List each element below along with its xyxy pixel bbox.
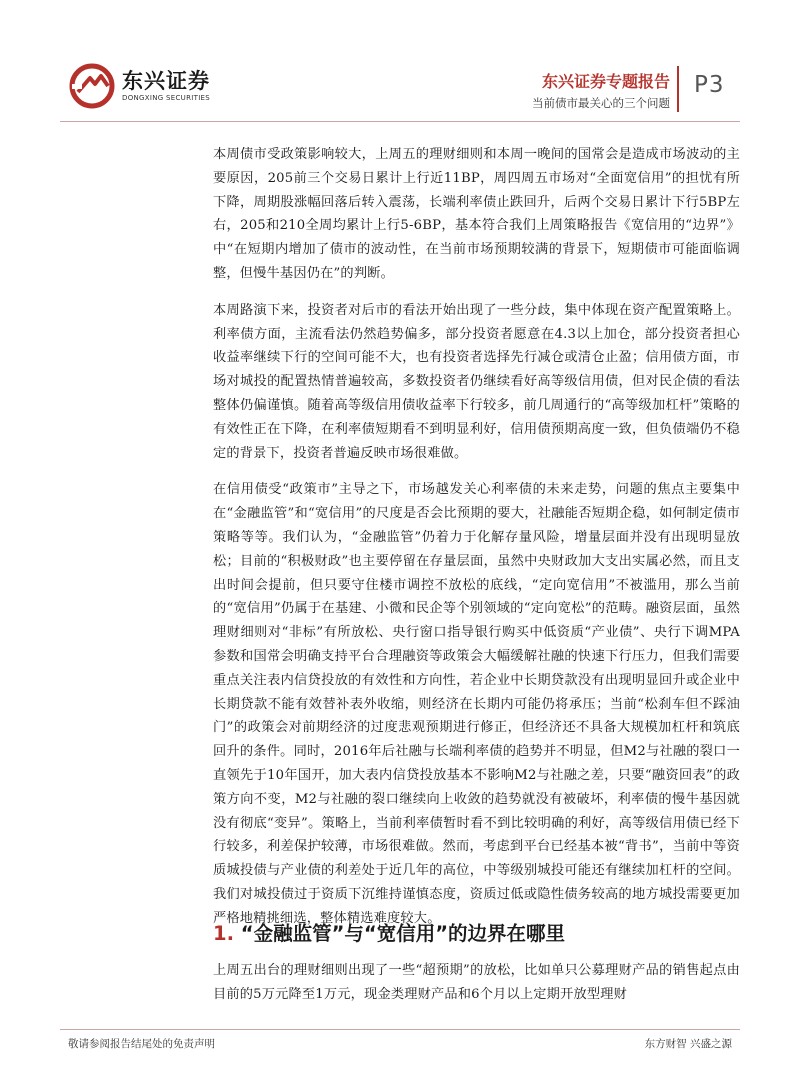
- footer-disclaimer: 敬请参阅报告结尾处的免责声明: [68, 1038, 215, 1050]
- paragraph-2: 本周路演下来，投资者对后市的看法开始出现了一些分歧，集中体现在资产配置策略上。利率债方面，主流看法仍然趋势偏多，部分投资者愿意在4.3以上加仓，部分投资者担心收益率继续下行的空间可能不大，也有投资者选择先行减仓或清仓止盈；信用债方面，市场对城投的配置热情普遍较高，多数投资者仍继续看好高等级信用债，但对民企债的看法整体仍偏谨慎。随着高等级信用债收益率下行较多，前几周通行的“高等级加杠杆”策略的有效性正在下降，在利率债短期看不到明显利好，信用债预期高度一致，但负债端仍不稳定的背景下，投资者普遍反映市场很难做。: [213, 302, 740, 461]
- footer-rule: [60, 1029, 740, 1030]
- section-body: [213, 959, 740, 1020]
- logo-english-name: DONGXING SECURITIES: [122, 94, 211, 102]
- page-number: P3: [694, 72, 725, 98]
- section-paragraph: 上周五出台的理财细则出现了一些“超预期”的放松，比如单只公募理财产品的销售起点由目前的5万元降至1万元，现金类理财产品和6个月以上定期开放型理财: [213, 963, 740, 1002]
- section-heading: [213, 918, 565, 946]
- dongxing-logo-icon: [68, 62, 116, 110]
- body-text: [213, 143, 740, 944]
- section-number: 1.: [213, 922, 234, 945]
- report-subtitle: 当前债市最关心的三个问题: [532, 96, 670, 110]
- header-rule: [60, 121, 740, 122]
- report-type: 东兴证券专题报告: [541, 72, 670, 91]
- footer-slogan: 东方财智 兴盛之源: [644, 1038, 732, 1050]
- report-header: [532, 72, 670, 112]
- company-logo: [68, 62, 210, 110]
- paragraph-3: 在信用债受“政策市”主导之下，市场越发关心利率债的未来走势，问题的焦点主要集中在“金融监管”和“宽信用”的尺度是否会比预期的要大，社融能否短期企稳，如何制定债市策略等等。我们认为，“金融监管”仍着力于化解存量风险，增量层面并没有出现明显放松；目前的“积极财政”也主要停留在存量层面，虽然中央财政加大支出实属必然，而且支出时间会提前，但只要守住楼市调控不放松的底线，“定向宽信用”不被滥用，那么当前的“宽信用”仍属于在基建、小微和民企等个别领域的“定向宽松”的范畴。融资层面，虽然理财细则对“非标”有所放松、央行窗口指导银行购买中低资质“产业债”、央行下调MPA参数和国常会明确支持平台合理融资等政策会大幅缓解社融的快速下行压力，但我们需要重点关注表内信贷投放的有效性和方向性，若企业中长期贷款没有出现明显回升或企业中长期贷款不能有效替补表外收缩，则经济在长期内可能仍将承压；当前“松刹车但不踩油门”的政策会对前期经济的过度悲观预期进行修正，但经济还不具备大规模加杠杆和筑底回升的条件。同时，2016年后社融与长端利率债的趋势并不明显，但M2与社融的裂口一直领先于10年国开，加大表内信贷投放基本不影响M2与社融之差，只要“融资回表”的政策方向不变，M2与社融的裂口继续向上收敛的趋势就没有被破坏，利率债的慢牛基因就没有彻底“变异”。策略上，当前利率债暂时看不到比较明确的利好，高等级信用债已经下行较多，利差保护较薄，市场很难做。然而，考虑到平台已经基本被“背书”，当前中等资质城投债与产业债的利差处于近几年的高位，中等级别城投可能还有继续加杠杆的空间。我们对城投债过于资质下沉维持谨慎态度，资质过低或隐性债务较高的地方城投需要更加严格地精挑细选，整体精选难度较大。: [213, 482, 740, 926]
- section-title: “金融监管”与“宽信用”的边界在哪里: [240, 922, 566, 945]
- header-divider: [677, 66, 679, 112]
- logo-chinese-name: 东兴证券: [122, 69, 210, 93]
- paragraph-1: 本周债市受政策影响较大，上周五的理财细则和本周一晚间的国常会是造成市场波动的主要原因，205前三个交易日累计上行近11BP，周四周五市场对“全面宽信用”的担忧有所下降，周期股涨幅回落后转入震荡，长端利率债止跌回升，后两个交易日累计下行5BP左右，205和210全周均累计上行5-6BP，基本符合我们上周策略报告《宽信用的“边界”》中“在短期内增加了债市的波动性，在当前市场预期较满的背景下，短期债市可能面临调整，但慢牛基因仍在”的判断。: [213, 147, 740, 281]
